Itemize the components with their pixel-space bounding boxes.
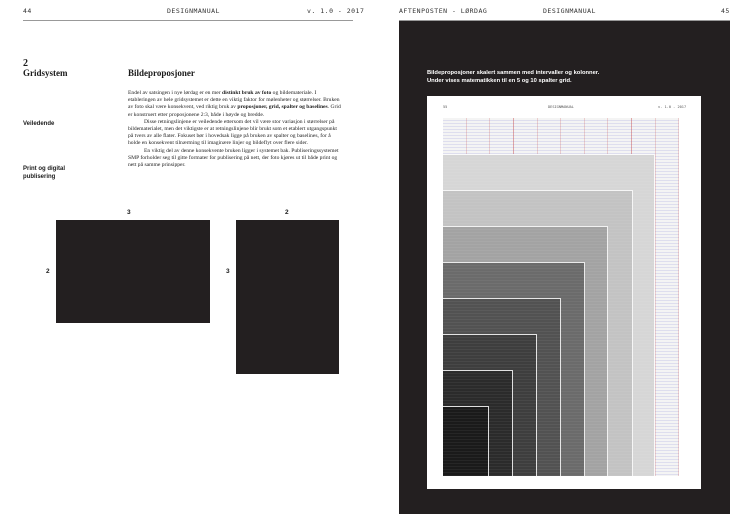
side-label-print-digital: Print og digital publisering <box>23 166 65 180</box>
figure-2-width-label: 2 <box>285 209 289 216</box>
portrait-image-block <box>236 220 339 374</box>
body-paragraph-1: Endel av satsingen i nye lørdag er en mer distinkt bruk av foto og bildemateriale. I etableringen av hele gridsystemet er dette en viktig faktor for mølenheter og størrelser. Bruken av foto skal være konsekvent, ved riktig bruk av proposjoner, grid, spalter og baselines. Grid er konstruert etter proposjonene 2:3, både i høyde og bredde. <box>128 90 341 118</box>
inner-page-title: DESIGNMANUAL <box>548 105 574 109</box>
running-title-right: DESIGNMANUAL <box>543 7 596 15</box>
running-header-right: AFTENPOSTEN - LØRDAG <box>399 7 488 15</box>
running-title-left: DESIGNMANUAL <box>167 7 220 15</box>
body-paragraph-3: En viktig del av denne konsekvente bruken ligger i systemet bak. Publiseringssystemet SMP forholder seg til gitte formater for publisering på nett, der foto kjøres ut til både print og nett på samme prinsipper. <box>128 147 339 169</box>
figure-caption: Bildeproposjoner skalert sammen med intervaller og kolonner. Under vises matematikken til en 5 og 10 spalter grid. <box>427 70 600 84</box>
landscape-image-block <box>56 220 210 323</box>
section-title: Gridsystem <box>23 68 68 78</box>
scaled-image-box-8 <box>443 406 489 476</box>
grid-page-preview <box>427 96 701 489</box>
main-title: Bildeproposjoner <box>128 68 195 78</box>
page-number-right: 45 <box>721 7 730 15</box>
section-number: 2 <box>23 58 28 69</box>
body-paragraph-2: Disse retningslinjene er veiledende ettersom det vil være stor variasjon i størrelser på bildematerialet, men det viktigste er at retningslinjene blir brukt som et etablert utgangspunkt på tvers av alle flater. Fokuset bør i hovedsak ligge på bruken av spalter og baselines, for å holde en konsekvent tilnærming til imaginære linjer og bildeflyt over flere sider. <box>128 118 337 147</box>
baseline-column-grid <box>443 118 679 476</box>
figure-2-height-label: 3 <box>226 268 230 275</box>
inner-page-number: 55 <box>443 105 448 109</box>
figure-1-width-label: 3 <box>127 209 131 216</box>
figure-1-height-label: 2 <box>46 268 50 275</box>
side-label-veiledende: Veiledende <box>23 121 55 127</box>
header-rule-left <box>23 20 353 21</box>
body-text <box>128 90 342 169</box>
page-number-left: 44 <box>23 7 32 15</box>
version-label: v. 1.0 - 2017 <box>307 7 365 15</box>
inner-page-version: v. 1.0 - 2017 <box>658 105 687 109</box>
